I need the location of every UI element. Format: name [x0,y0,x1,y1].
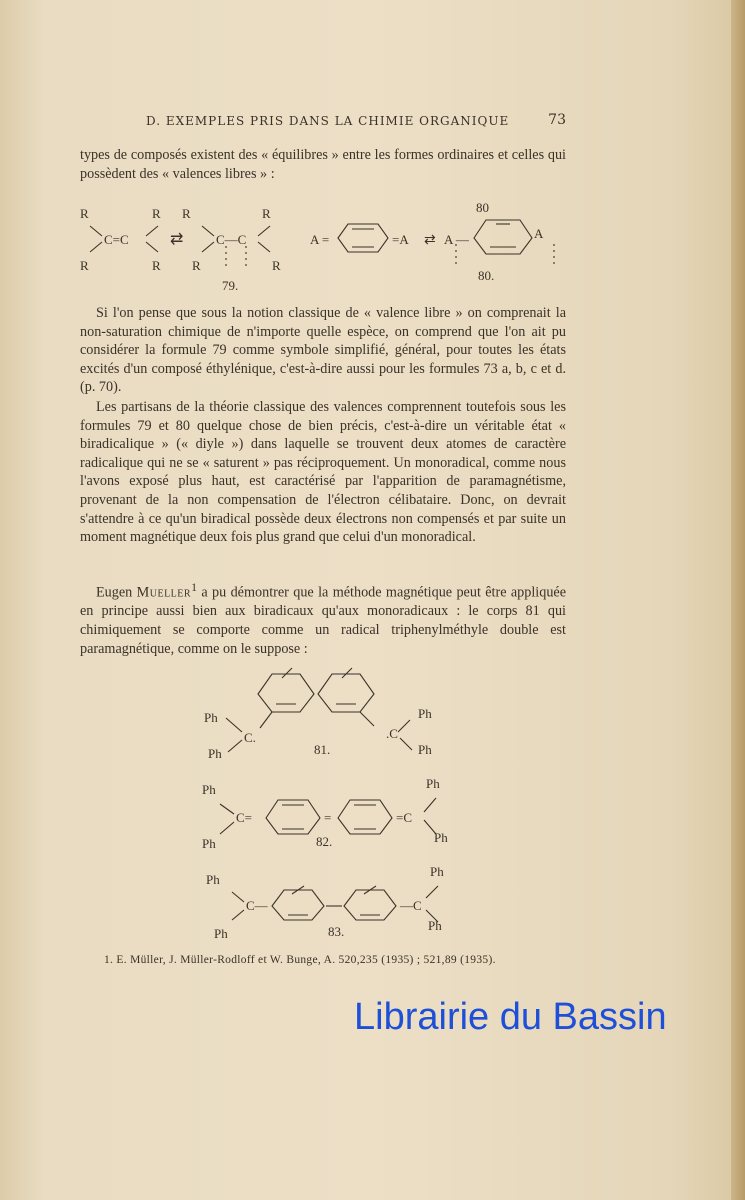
formula-81-label: 81. [314,742,331,757]
eq-a: =A [392,232,409,247]
ph-label: Ph [214,926,228,941]
formula-79-label: 79. [222,278,239,293]
footnote-ref: 1 [191,580,197,594]
paragraph-4-text: a pu démontrer que la méthode magnétique peut être appliquée en principe aussi bien aux biradicaux qu'aux monoradicaux : le corps 81 qui chimiquement se comporte comme un radical triphenylméthyle double est paramagnétique, comme on le suppose : [80,584,567,657]
formula-82-label: 82. [316,834,333,849]
c-dot: C. [244,730,256,745]
paragraph-4 [80,578,566,658]
watermark: Librairie du Bassin [354,996,667,1038]
footnote-number: 1. [104,954,114,966]
r-label: R [192,258,201,273]
footnote [104,954,574,966]
r-label: R [272,258,281,273]
ph-label: Ph [430,864,444,879]
formula-83-label: 83. [328,924,345,939]
c-c: C—C [216,232,247,247]
ph-label: Ph [434,830,448,845]
eq-c: =C [396,810,413,825]
ph-label: Ph [202,836,216,851]
author-first-name: Eugen [96,584,133,601]
formula-80-label: 80. [478,268,495,283]
ph-label: Ph [428,918,442,933]
running-title: D. EXEMPLES PRIS DANS LA CHIMIE ORGANIQUE [146,114,510,128]
r-label: R [80,206,89,221]
ph-label: Ph [202,782,216,797]
paragraph-3 [80,398,566,547]
ph-label: Ph [418,742,432,757]
author-name: Mueller [136,584,192,601]
equilibrium-arrow: ⇄ [170,231,184,248]
equilibrium-arrow: ⇄ [424,233,436,248]
r-label: R [152,206,161,221]
a-eq: A = [310,232,330,247]
formula-79-80 [76,196,576,296]
paragraph-1: types de composés existent des « équilibres » entre les formes ordinaires et celles qui possèdent des « valences libres » : [80,147,566,182]
dot-c: .C [386,726,398,741]
eq-sign: = [324,810,332,825]
c-eq: C= [236,810,253,825]
page-number: 73 [548,112,566,128]
a-dash: A — [444,232,469,247]
dash-c: —C [400,898,422,913]
formula-83 [204,862,464,944]
paragraph-2-text: Si l'on pense que sous la notion classique de « valence libre » on comprenait la non-saturation chimique de n'importe quelle espèce, on comprend que l'on ait pu considérer la formule 79 comme symbole simplifié, général, pour toutes les états excités d'un composé éthylénique, c'est-à-dire aussi pour les formules 73 a, b, c et d. (p. 70). [80,305,566,396]
ph-label: Ph [426,776,440,791]
ph-label: Ph [208,746,222,761]
ph-label: Ph [418,706,432,721]
formula-81 [196,664,456,764]
paragraph-3-text: Les partisans de la théorie classique des valences comprennent toutefois sous les formules 79 et 80 quelque chose de bien précis, c'est-à-dire un véritable état « biradicalique » (« diyle ») dans laquelle se trouvent deux atomes de caractère radicalique qui ne se « saturent » pas réciproquement. Un monoradical, comme nous l'avons exposé plus haut, est caractérisé par l'apparition de paramagnétisme, provenant de la non compensation de l'électron célibataire. Donc, on devrait s'attendre à ce qu'un biradical possède deux électrons non compensés et par suite un moment magnétique deux fois plus grand que celui d'un monoradical. [80,399,566,546]
formula-82 [198,774,468,854]
a-label: A [534,226,544,241]
c-eq-c: C=C [104,232,129,247]
r-label: R [182,206,191,221]
formula-80-top-label: 80 [476,200,489,215]
c-dash: C— [246,898,268,913]
ph-label: Ph [204,710,218,725]
r-label: R [80,258,89,273]
footnote-text: E. Müller, J. Müller-Rodloff et W. Bunge, A. 520,235 (1935) ; 521,89 (1935). [116,954,496,966]
ph-label: Ph [206,872,220,887]
r-label: R [152,258,161,273]
running-header [146,114,566,128]
r-label: R [262,206,271,221]
page-edge [731,0,745,1200]
paragraph-2 [80,304,566,397]
